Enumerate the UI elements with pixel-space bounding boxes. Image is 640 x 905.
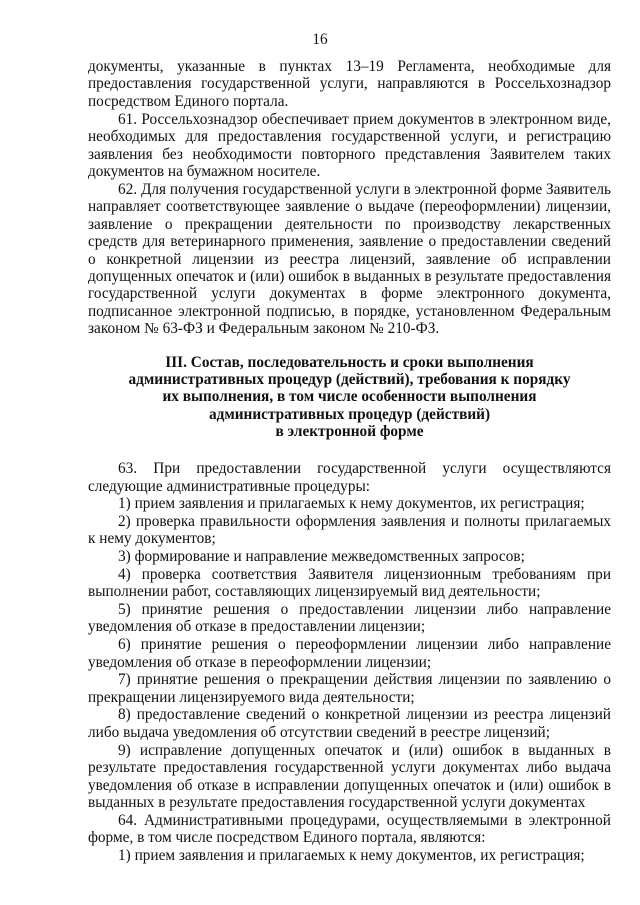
list-item: 1) прием заявления и прилагаемых к нему документов, их регистрация; <box>118 847 585 865</box>
paragraph-61: 61. Россельхознадзор обеспечивает прием документов в электронном виде, необходимых для предоставления государственной услуги, и регистрацию заявления без необходимости повторного представления Заявителем таких документов на бумажном носителе. <box>88 111 611 181</box>
procedures-list <box>88 460 611 865</box>
section-heading <box>88 354 611 440</box>
section-heading-line: их выполнения, в том числе особенности выполнения <box>162 388 537 406</box>
list-item: 6) принятие решения о переоформлении лицензии либо направление уведомления об отказе в переоформлении лицензии; <box>88 635 611 671</box>
list-item: 4) проверка соответствия Заявителя лицензионным требованиям при выполнении работ, составляющих лицензируемый вид деятельности; <box>88 565 611 601</box>
list-item: 3) формирование и направление межведомственных запросов; <box>118 547 525 565</box>
section-heading-line: III. Состав, последовательность и сроки выполнения <box>165 354 534 371</box>
list-item: 2) проверка правильности оформления заявления и полноты прилагаемых к нему документов; <box>88 512 611 548</box>
list-item: 8) предоставление сведений о конкретной лицензии из реестра лицензий либо выдача уведомления об отсутствии сведений в реестре лицензий; <box>88 706 611 741</box>
page-number: 16 <box>312 31 328 48</box>
list-item: 5) принятие решения о предоставлении лицензии либо направление уведомления об отказе в предоставлении лицензии; <box>88 600 611 636</box>
paragraph-62: 62. Для получения государственной услуги в электронной форме Заявитель направляет соответствующее заявление о выдаче (переоформлении) лицензии, заявление о прекращении деятельности по производству лекарственных средств для ветеринарного применения, заявление о предоставлении сведений о конкретной лицензии из реестра лицензий, заявление об исправлении допущенных опечаток и (или) ошибок в выданных в результате предоставления государственной услуги документах в форме электронного документа, подписанное электронной подписью, в порядке, установленном Федеральным законом № 63-ФЗ и Федеральным законом № 210-ФЗ. <box>88 181 611 338</box>
paragraph-64: 64. Административными процедурами, осуществляемыми в электронной форме, в том числе посредством Единого портала, являются: <box>88 811 611 847</box>
section-heading-line: административных процедур (действий) <box>208 405 491 423</box>
section-heading-line: в электронной форме <box>275 422 424 440</box>
list-item: 1) прием заявления и прилагаемых к нему документов, их регистрация; <box>118 495 585 513</box>
list-item: 9) исправление допущенных опечаток и (или) ошибок в выданных в результате предоставления государственной услуги документах либо выдача уведомления об отказе в исправлении допущенных опечаток и (или) ошибок в выданных в результате предоставления государственной услуги документах <box>88 741 611 812</box>
paragraph-continuation: документы, указанные в пунктах 13–19 Регламента, необходимые для предоставления государственной услуги, направляются в Россельхознадзор посредством Единого портала. <box>88 58 611 110</box>
list-item: 7) принятие решения о прекращении действия лицензии по заявлению о прекращении лицензируемого вида деятельности; <box>88 671 611 706</box>
section-heading-line: административных процедур (действий), требования к порядку <box>128 371 571 389</box>
paragraph-63: 63. При предоставлении государственной услуги осуществляются следующие административные процедуры: <box>88 460 611 495</box>
